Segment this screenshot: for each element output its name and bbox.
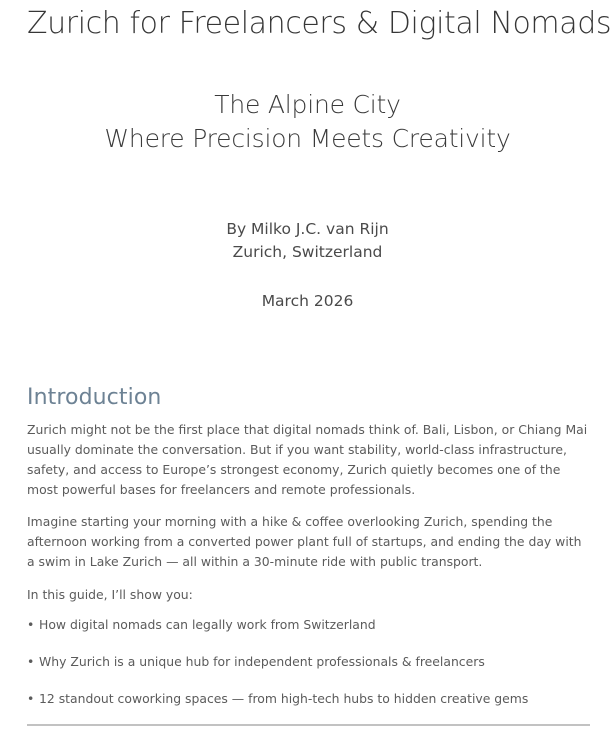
list-item bbox=[27, 615, 588, 635]
subtitle-line-2: Where Precision Meets Creativity bbox=[104, 123, 511, 153]
author-name: By Milko J.C. van Rijn bbox=[226, 220, 389, 239]
introduction-section bbox=[27, 385, 588, 709]
subtitle-block bbox=[27, 88, 588, 157]
byline-block bbox=[27, 218, 588, 263]
bullet-icon: • bbox=[27, 690, 35, 706]
list-item-label: Why Zurich is a unique hub for independent professionals & freelancers bbox=[39, 653, 485, 669]
list-item bbox=[27, 689, 588, 709]
date-block bbox=[27, 290, 588, 312]
page-title: Zurich for Freelancers & Digital Nomads bbox=[27, 6, 612, 41]
section-heading-introduction: Introduction bbox=[27, 384, 162, 410]
bullet-icon: • bbox=[27, 616, 35, 632]
intro-paragraph-1: Zurich might not be the first place that digital nomads think of. Bali, Lisbon, or Chiang Mai usually dominate the conversation. But if you want stability, world-class infrastructure, safety, and access to Europe’s strongest economy, Zurich quietly becomes one of the most powerful bases for freelancers and remote professionals. bbox=[27, 421, 588, 498]
publication-date: March 2026 bbox=[261, 292, 354, 311]
author-location: Zurich, Switzerland bbox=[232, 242, 383, 261]
subtitle-line-1: The Alpine City bbox=[214, 89, 401, 119]
intro-paragraph-2: Imagine starting your morning with a hike & coffee overlooking Zurich, spending the afternoon working from a converted power plant full of startups, and ending the day with a swim in Lake Zurich — all within a 30-minute ride with public transport. bbox=[27, 514, 582, 570]
guide-highlights-list bbox=[27, 615, 588, 709]
page-divider bbox=[27, 724, 590, 726]
bullet-icon: • bbox=[27, 653, 35, 669]
title-block bbox=[27, 0, 612, 43]
list-item-label: 12 standout coworking spaces — from high-tech hubs to hidden creative gems bbox=[39, 690, 529, 706]
list-item bbox=[27, 652, 588, 672]
intro-paragraph-3: In this guide, I’ll show you: bbox=[27, 586, 193, 602]
list-item-label: How digital nomads can legally work from Switzerland bbox=[39, 616, 376, 632]
